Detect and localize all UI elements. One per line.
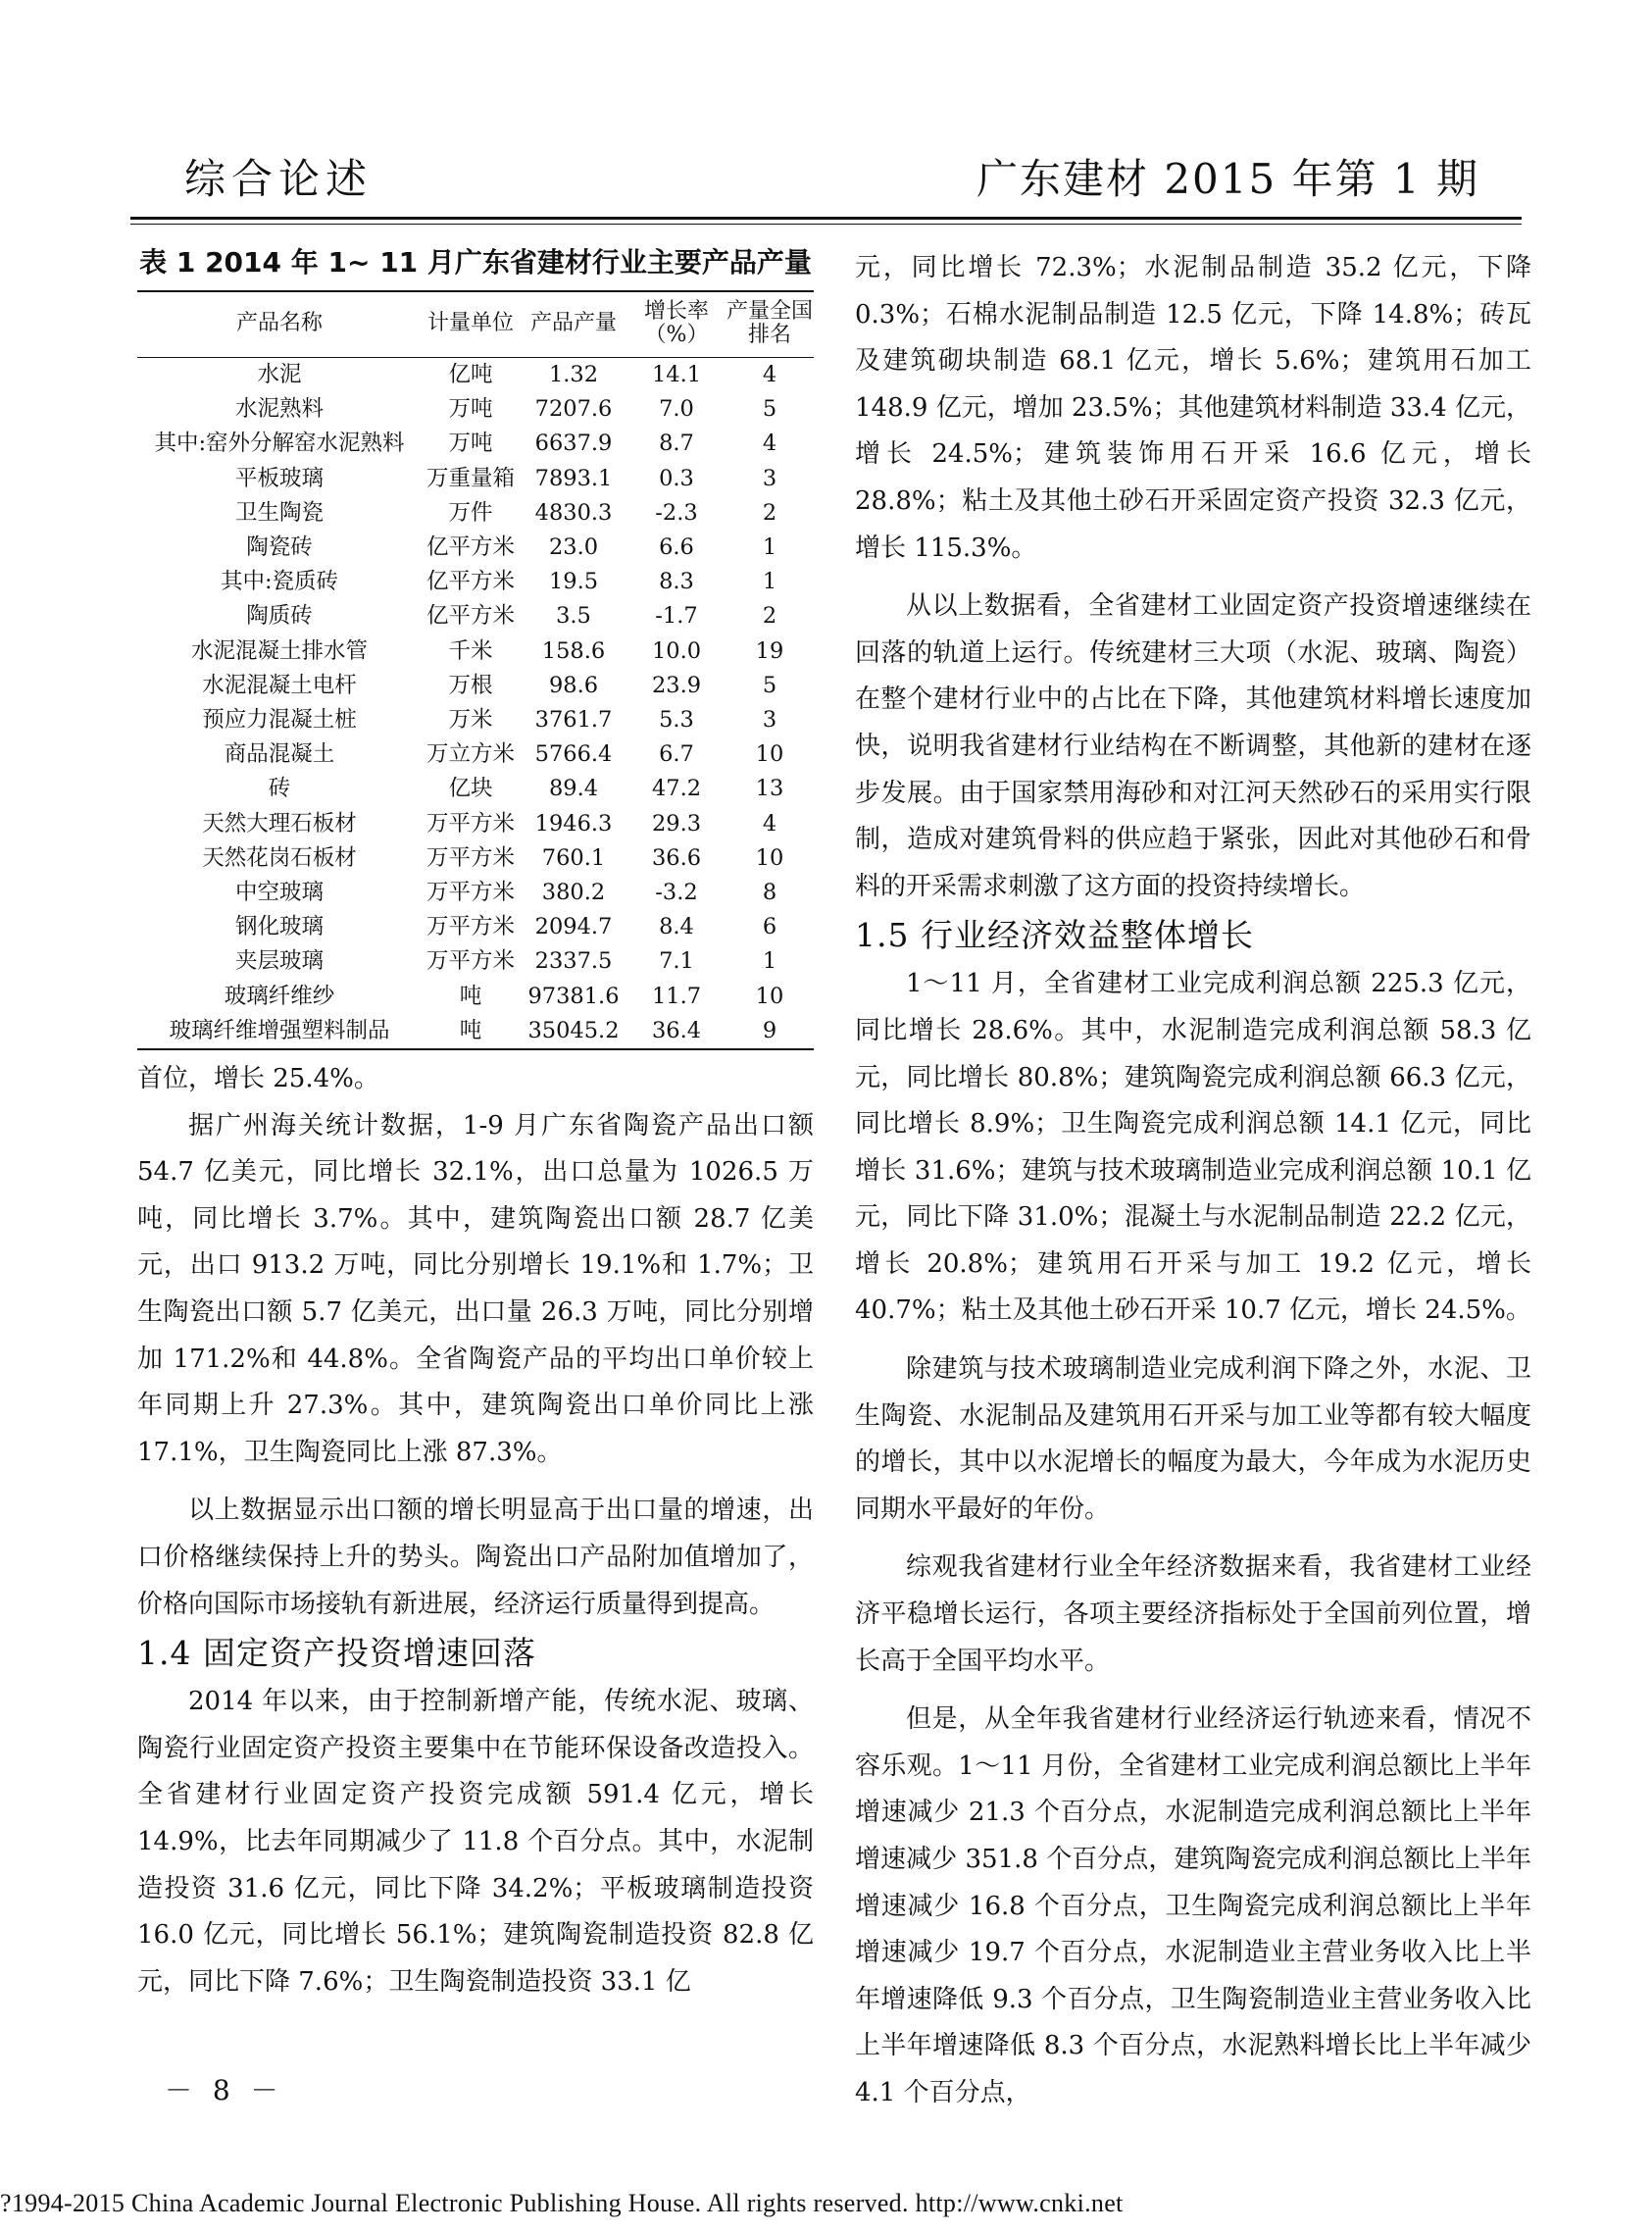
- cell-product-name: 天然大理石板材: [202, 810, 357, 837]
- cell-product-name: 卫生陶瓷: [234, 499, 324, 526]
- cell-unit: 万平方米: [426, 810, 515, 837]
- table-row: [137, 669, 814, 703]
- col-header-growth: 增长率（%）: [643, 299, 709, 347]
- copyright-footer: ?1994-2015 China Academic Journal Electronic Publishing House. All rights reserved. http://www.cnki.net: [0, 2189, 1124, 2217]
- cell-rank: 3: [762, 707, 777, 734]
- cell-output: 4830.3: [534, 499, 613, 526]
- cell-unit: 万平方米: [426, 914, 515, 940]
- cell-growth: 23.9: [651, 672, 702, 698]
- table-row: [137, 980, 814, 1014]
- cell-rank: 5: [762, 672, 777, 698]
- right-column: [855, 245, 1531, 2117]
- table-row: [137, 392, 814, 427]
- cell-unit: 亿平方米: [426, 534, 515, 561]
- cell-rank: 1: [762, 948, 777, 975]
- cell-growth: -1.7: [655, 603, 698, 630]
- cell-output: 89.4: [548, 776, 599, 802]
- table-row: [137, 358, 814, 393]
- cell-growth: 6.6: [659, 534, 694, 561]
- cell-unit: 万平方米: [426, 880, 515, 906]
- cell-output: 7893.1: [534, 465, 613, 491]
- cell-unit: 万立方米: [426, 741, 515, 768]
- cell-product-name: 中空玻璃: [234, 880, 324, 906]
- cell-product-name: 陶质砖: [246, 603, 313, 630]
- cell-rank: 3: [762, 465, 777, 491]
- cell-growth: 29.3: [651, 810, 702, 837]
- cell-unit: 亿块: [448, 776, 493, 802]
- table-row: [137, 531, 814, 565]
- col-header-output: 产品产量: [529, 311, 617, 335]
- table-row: [137, 427, 814, 461]
- cell-rank: 10: [755, 983, 784, 1009]
- paragraph: 从以上数据看，全省建材工业固定资产投资增速继续在回落的轨道上运行。传统建材三大项（水泥、玻璃、陶瓷）在整个建材行业中的占比在下降，其他建筑材料增长速度加快，说明我省建材行业结构在不断调整，其他新的建材在逐步发展。由于国家禁用海砂和对江河天然砂石的采用实行限制，造成对建筑骨料的供应趋于紧张，因此对其他砂石和骨料的开采需求刺激了这方面的投资持续增长。: [855, 591, 1531, 901]
- cell-product-name: 水泥熟料: [234, 396, 324, 423]
- cell-unit: 万平方米: [426, 948, 515, 975]
- table-row: [137, 599, 814, 634]
- table-row: [137, 737, 814, 772]
- col-header-name: 产品名称: [235, 311, 323, 335]
- col-header-unit: 计量单位: [426, 311, 514, 335]
- cell-growth: 0.3: [659, 465, 694, 491]
- cell-growth: 8.7: [659, 431, 694, 457]
- cell-unit: 亿平方米: [426, 603, 515, 630]
- cell-product-name: 商品混凝土: [224, 741, 335, 768]
- paragraph: 但是，从全年我省建材行业经济运行轨迹来看，情况不容乐观。1～11 月份，全省建材工业完成利润总额比上半年增速减少 21.3 个百分点，水泥制造完成利润总额比上半年增速减少 351.8 个百分点，建筑陶瓷完成利润总额比上半年增速减少 16.8 个百分点，卫生陶瓷完成利润总额比上半年增速减少 19.7 个百分点，水泥制造业主营业务收入比上半年增速降低 9.3 个百分点，卫生陶瓷制造业主营业务收入比上半年增速降低 8.3 个百分点，水泥熟料增长比上半年减少 4.1 个百分点，: [855, 1704, 1531, 2107]
- cell-output: 3761.7: [534, 707, 613, 734]
- col-header-rank: 产量全国排名: [726, 299, 813, 347]
- cell-growth: 7.1: [659, 948, 694, 975]
- cell-growth: 6.7: [659, 741, 694, 768]
- cell-rank: 2: [762, 499, 777, 526]
- cell-output: 760.1: [541, 844, 606, 871]
- left-column: [137, 245, 814, 2005]
- cell-rank: 10: [755, 844, 784, 871]
- cell-rank: 1: [762, 569, 777, 595]
- cell-output: 380.2: [541, 880, 606, 906]
- section-heading-1-5: 1.5 行业经济效益整体增长: [855, 916, 1254, 955]
- cell-rank: 10: [755, 741, 784, 768]
- cell-growth: 11.7: [651, 983, 702, 1009]
- cell-growth: 47.2: [651, 776, 702, 802]
- table-title: 表 1 2014 年 1~ 11 月广东省建材行业主要产品产量: [139, 246, 812, 279]
- cell-growth: 10.0: [651, 637, 702, 664]
- cell-product-name: 预应力混凝土桩: [202, 707, 357, 734]
- cell-unit: 千米: [448, 637, 493, 664]
- cell-unit: 万平方米: [426, 844, 515, 871]
- cell-growth: 7.0: [659, 396, 694, 423]
- cell-product-name: 水泥混凝土电杆: [202, 672, 357, 698]
- cell-product-name: 天然花岗石板材: [202, 844, 357, 871]
- cell-output: 35045.2: [527, 1017, 620, 1043]
- section-label: 综合论述: [184, 155, 374, 203]
- table-row: [137, 634, 814, 669]
- cell-output: 5766.4: [534, 741, 613, 768]
- cell-unit: 亿平方米: [426, 569, 515, 595]
- cell-product-name: 其中:瓷质砖: [220, 569, 339, 595]
- cell-output: 23.0: [548, 534, 599, 561]
- cell-product-name: 玻璃纤维增强塑料制品: [169, 1017, 390, 1043]
- journal-issue: 广东建材 2015 年第 1 期: [976, 155, 1479, 203]
- cell-rank: 5: [762, 396, 777, 423]
- table-row: [137, 703, 814, 737]
- cell-output: 7207.6: [534, 396, 613, 423]
- cell-output: 2094.7: [534, 914, 613, 940]
- cell-growth: 5.3: [659, 707, 694, 734]
- cell-rank: 13: [755, 776, 784, 802]
- table-row: [137, 807, 814, 841]
- product-output-table: [137, 290, 814, 1050]
- cell-output: 19.5: [548, 569, 599, 595]
- cell-output: 6637.9: [534, 431, 613, 457]
- cell-output: 1.32: [548, 362, 599, 387]
- cell-rank: 6: [762, 914, 777, 940]
- table-row: [137, 496, 814, 531]
- cell-growth: 14.1: [651, 362, 702, 387]
- paragraph: 元，同比增长 72.3%；水泥制品制造 35.2 亿元，下降 0.3%；石棉水泥制品制造 12.5 亿元，下降 14.8%；砖瓦及建筑砌块制造 68.1 亿元，增长 5.6%；建筑用石加工 148.9 亿元，增加 23.5%；其他建筑材料制造 33.4 亿元，增长 24.5%；建筑装饰用石开采 16.6 亿元，增长 28.8%；粘土及其他土砂石开采固定资产投资 32.3 亿元，增长 115.3%。: [855, 253, 1531, 563]
- cell-product-name: 陶瓷砖: [246, 534, 313, 561]
- cell-growth: 36.6: [651, 844, 702, 871]
- cell-product-name: 夹层玻璃: [234, 948, 324, 975]
- paragraph: 首位，增长 25.4%。: [137, 1064, 379, 1094]
- cell-output: 2337.5: [534, 948, 613, 975]
- cell-growth: 8.4: [659, 914, 694, 940]
- cell-product-name: 砖: [268, 776, 291, 802]
- paragraph: 据广州海关统计数据，1-9 月广东省陶瓷产品出口额 54.7 亿美元，同比增长 32.1%，出口总量为 1026.5 万吨，同比增长 3.7%。其中，建筑陶瓷出口额 28.7 亿美元，出口 913.2 万吨，同比分别增长 19.1%和 1.7%；卫生陶瓷出口额 5.7 亿美元，出口量 26.3 万吨，同比分别增加 171.2%和 44.8%。全省陶瓷产品的平均出口单价较上年同期上升 27.3%。其中，建筑陶瓷出口单价同比上涨 17.1%，卫生陶瓷同比上涨 87.3%。: [137, 1110, 814, 1467]
- cell-rank: 9: [762, 1017, 777, 1043]
- cell-growth: 8.3: [659, 569, 694, 595]
- page-number: － 8 －: [165, 2074, 284, 2106]
- cell-unit: 万根: [448, 672, 493, 698]
- cell-unit: 吨: [459, 1017, 482, 1043]
- paragraph: 2014 年以来，由于控制新增产能，传统水泥、玻璃、陶瓷行业固定资产投资主要集中在节能环保设备改造投入。全省建材行业固定资产投资完成额 591.4 亿元，增长 14.9%，比去年同期减少了 11.8 个百分点。其中，水泥制造投资 31.6 亿元，同比下降 34.2%；平板玻璃制造投资 16.0 亿元，同比增长 56.1%；建筑陶瓷制造投资 82.8 亿元，同比下降 7.6%；卫生陶瓷制造投资 33.1 亿: [137, 1687, 814, 1997]
- cell-output: 1946.3: [534, 810, 613, 837]
- paragraph: 除建筑与技术玻璃制造业完成利润下降之外，水泥、卫生陶瓷、水泥制品及建筑用石开采与加工业等都有较大幅度的增长，其中以水泥增长的幅度为最大，今年成为水泥历史同期水平最好的年份。: [855, 1354, 1531, 1524]
- cell-rank: 8: [762, 880, 777, 906]
- table-row: [137, 565, 814, 599]
- cell-growth: -3.2: [655, 880, 698, 906]
- cell-growth: 36.4: [651, 1017, 702, 1043]
- cell-rank: 19: [755, 637, 784, 664]
- table-row: [137, 841, 814, 876]
- table-row: [137, 1014, 814, 1049]
- table-row: [137, 772, 814, 806]
- cell-unit: 万重量箱: [426, 465, 515, 491]
- cell-product-name: 钢化玻璃: [234, 914, 324, 940]
- cell-product-name: 平板玻璃: [234, 465, 324, 491]
- paragraph: 1～11 月，全省建材工业完成利润总额 225.3 亿元，同比增长 28.6%。其中，水泥制造完成利润总额 58.3 亿元，同比增长 80.8%；建筑陶瓷完成利润总额 66.3 亿元，同比增长 8.9%；卫生陶瓷完成利润总额 14.1 亿元，同比增长 31.6%；建筑与技术玻璃制造业完成利润总额 10.1 亿元，同比下降 31.0%；混凝土与水泥制品制造 22.2 亿元，增长 20.8%；建筑用石开采与加工 19.2 亿元，增长 40.7%；粘土及其他土砂石开采 10.7 亿元，增长 24.5%。: [855, 969, 1531, 1326]
- table-header-row: [137, 291, 814, 358]
- paragraph: 综观我省建材行业全年经济数据来看，我省建材工业经济平稳增长运行，各项主要经济指标处于全国前列位置，增长高于全国平均水平。: [855, 1552, 1531, 1676]
- cell-unit: 万件: [448, 499, 493, 526]
- section-heading-1-4: 1.4 固定资产投资增速回落: [137, 1634, 536, 1673]
- table-row: [137, 944, 814, 979]
- cell-output: 158.6: [541, 637, 606, 664]
- cell-product-name: 玻璃纤维纱: [224, 983, 335, 1009]
- table-row: [137, 876, 814, 910]
- cell-product-name: 水泥混凝土排水管: [190, 637, 368, 664]
- cell-rank: 4: [762, 362, 777, 387]
- cell-unit: 吨: [459, 983, 482, 1009]
- table-row: [137, 910, 814, 944]
- cell-rank: 2: [762, 603, 777, 630]
- cell-product-name: 其中:窑外分解窑水泥熟料: [154, 431, 405, 457]
- paragraph: 以上数据显示出口额的增长明显高于出口量的增速，出口价格继续保持上升的势头。陶瓷出口产品附加值增加了，价格向国际市场接轨有新进展，经济运行质量得到提高。: [137, 1496, 814, 1619]
- cell-output: 3.5: [556, 603, 591, 630]
- cell-rank: 4: [762, 810, 777, 837]
- table-row: [137, 462, 814, 496]
- header-divider: [130, 217, 1522, 225]
- cell-unit: 万吨: [448, 431, 493, 457]
- cell-output: 98.6: [548, 672, 599, 698]
- cell-unit: 万米: [448, 707, 493, 734]
- cell-unit: 亿吨: [448, 362, 493, 387]
- cell-growth: -2.3: [655, 499, 698, 526]
- cell-unit: 万吨: [448, 396, 493, 423]
- cell-product-name: 水泥: [257, 362, 302, 387]
- cell-rank: 1: [762, 534, 777, 561]
- cell-output: 97381.6: [527, 983, 620, 1009]
- cell-rank: 4: [762, 431, 777, 457]
